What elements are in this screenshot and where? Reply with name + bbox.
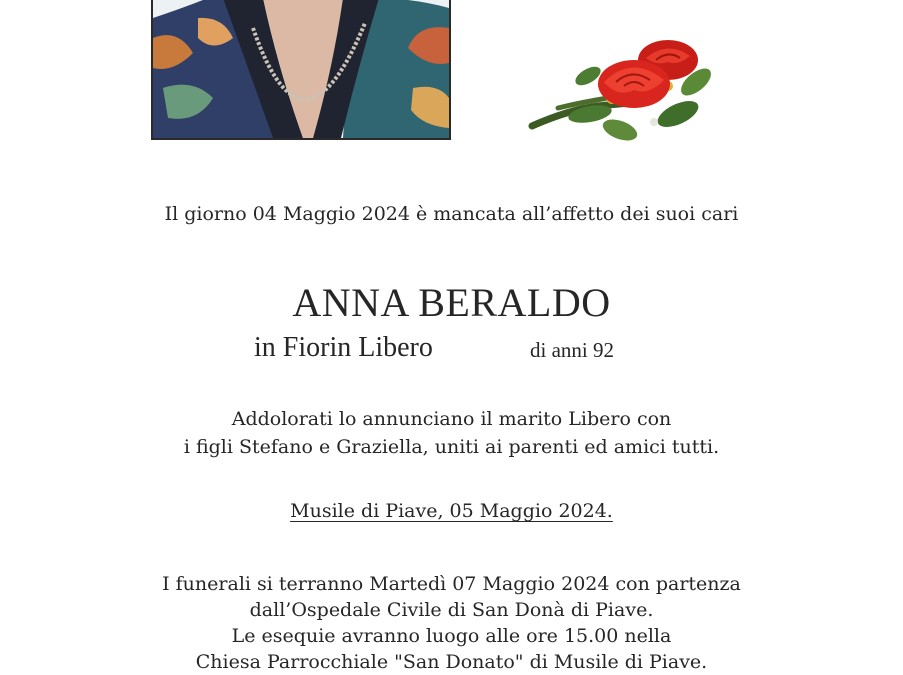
place-date-row bbox=[0, 500, 903, 522]
deceased-name: ANNA BERALDO bbox=[292, 280, 611, 325]
portrait-photo bbox=[151, 0, 451, 140]
announcement-line-1: Addolorati lo annunciano il marito Libero con bbox=[231, 408, 672, 430]
red-roses-icon bbox=[528, 36, 718, 146]
age-text: di anni 92 bbox=[530, 338, 614, 362]
funeral-line-1: I funerali si terranno Martedì 07 Maggio 2024 con partenza bbox=[162, 573, 741, 595]
married-name: in Fiorin Libero bbox=[254, 332, 433, 363]
intro-text: Il giorno 04 Maggio 2024 è mancata all’affetto dei suoi cari bbox=[164, 203, 739, 225]
funeral-line-2: dall’Ospedale Civile di San Donà di Piave. bbox=[249, 599, 654, 621]
place-date: Musile di Piave, 05 Maggio 2024. bbox=[290, 500, 613, 522]
funeral-line-3: Le esequie avranno luogo alle ore 15.00 nella bbox=[231, 625, 672, 647]
funeral-line-4: Chiesa Parrocchiale "San Donato" di Musile di Piave. bbox=[195, 651, 708, 673]
announcement-line-2: i figli Stefano e Graziella, uniti ai parenti ed amici tutti. bbox=[183, 436, 720, 458]
